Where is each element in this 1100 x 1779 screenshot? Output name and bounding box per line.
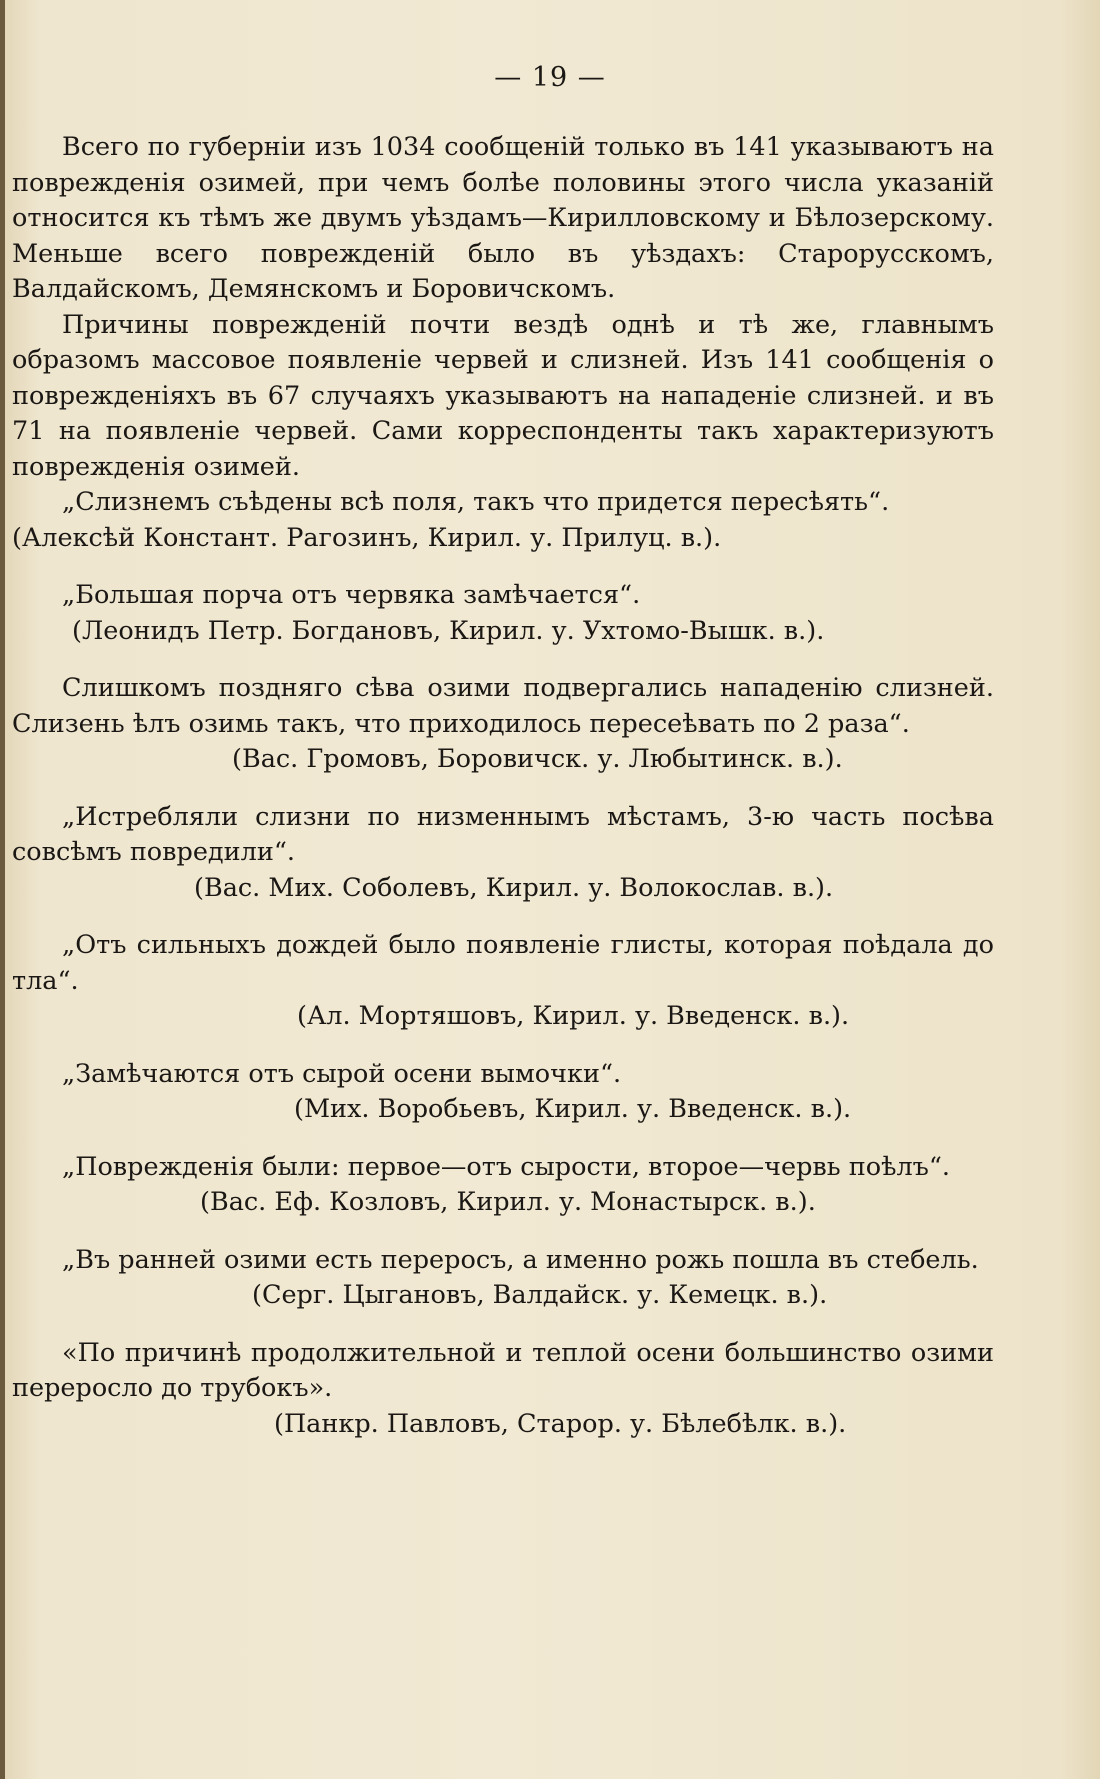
quote-3-source: (Вас. Громовъ, Боровичск. у. Любытинск. в.). xyxy=(232,744,843,774)
quote-4-source: (Вас. Мих. Соболевъ, Кирил. у. Волокослав. в.). xyxy=(194,872,834,903)
quote-8-source: (Серг. Цыгановъ, Валдайск. у. Кемецк. в.). xyxy=(252,1280,828,1310)
quote-5-text: „Отъ сильныхъ дождей было появленіе глисты, которая поѣдала до тла“. xyxy=(12,930,994,996)
quote-1-source: (Алексѣй Констант. Рагозинъ, Кирил. у. Прилуц. в.). xyxy=(12,522,722,553)
quote-6-text: „Замѣчаются отъ сырой осени вымочки“. xyxy=(62,1058,622,1089)
page-number: — 19 — xyxy=(494,62,606,93)
quote-3-text: Слишкомъ поздняго сѣва озими подвергались нападенію слизней. Слизень ѣлъ озимь такъ, что приходилось пересеѣвать по 2 раза“. xyxy=(12,673,994,739)
quote-5-source: (Ал. Мортяшовъ, Кирил. у. Введенск. в.). xyxy=(297,1001,850,1031)
quote-7-source: (Вас. Еф. Козловъ, Кирил. у. Монастырск. в.). xyxy=(200,1187,816,1217)
quote-2-text: „Большая порча отъ червяка замѣчается“. xyxy=(62,580,641,610)
paragraph-2: Причины поврежденій почти вездѣ однѣ и тѣ же, главнымъ образомъ массовое появленіе червей и слизней. Изъ 141 сообщенія о поврежденіяхъ въ 67 случаяхъ указываютъ на нападеніе слизней. и въ 71 на появленіе червей. Сами корреспонденты такъ характеризуютъ поврежденія озимей. xyxy=(12,309,994,482)
quote-2-source: (Леонидъ Петр. Богдановъ, Кирил. у. Ухтомо-Вышк. в.). xyxy=(72,615,825,646)
paragraph-1: Всего по губерніи изъ 1034 сообщеній только въ 141 указываютъ на поврежденія озимей, при чемъ болѣе половины этого числа указаній относится къ тѣмъ же двумъ уѣздамъ—Кирилловскому и Бѣлозерскому. Меньше всего поврежденій было въ уѣздахъ: Старорусскомъ, Валдайскомъ, Демянскомъ и Боровичскомъ. xyxy=(12,132,994,304)
quote-9-text: «По причинѣ продолжительной и теплой осени большинство озими переросло до трубокъ». xyxy=(12,1337,994,1403)
quote-7-text: „Поврежденія были: первое—отъ сырости, второе—червь поѣлъ“. xyxy=(62,1151,951,1182)
quote-9-source: (Панкр. Павловъ, Старор. у. Бѣлебѣлк. в.). xyxy=(274,1408,847,1439)
quote-6-source: (Мих. Воробьевъ, Кирил. у. Введенск. в.). xyxy=(294,1094,852,1124)
binding-edge xyxy=(0,0,5,1779)
quote-4-text: „Истребляли слизни по низменнымъ мѣстамъ, 3-ю часть посѣва совсѣмъ повредили“. xyxy=(12,801,994,867)
page-body xyxy=(12,130,994,1442)
quote-8-text: „Въ ранней озими есть переросъ, а именно рожь пошла въ стебель. xyxy=(62,1244,979,1275)
quote-1-text: „Слизнемъ съѣдены всѣ поля, такъ что придется пересѣять“. xyxy=(62,487,890,517)
